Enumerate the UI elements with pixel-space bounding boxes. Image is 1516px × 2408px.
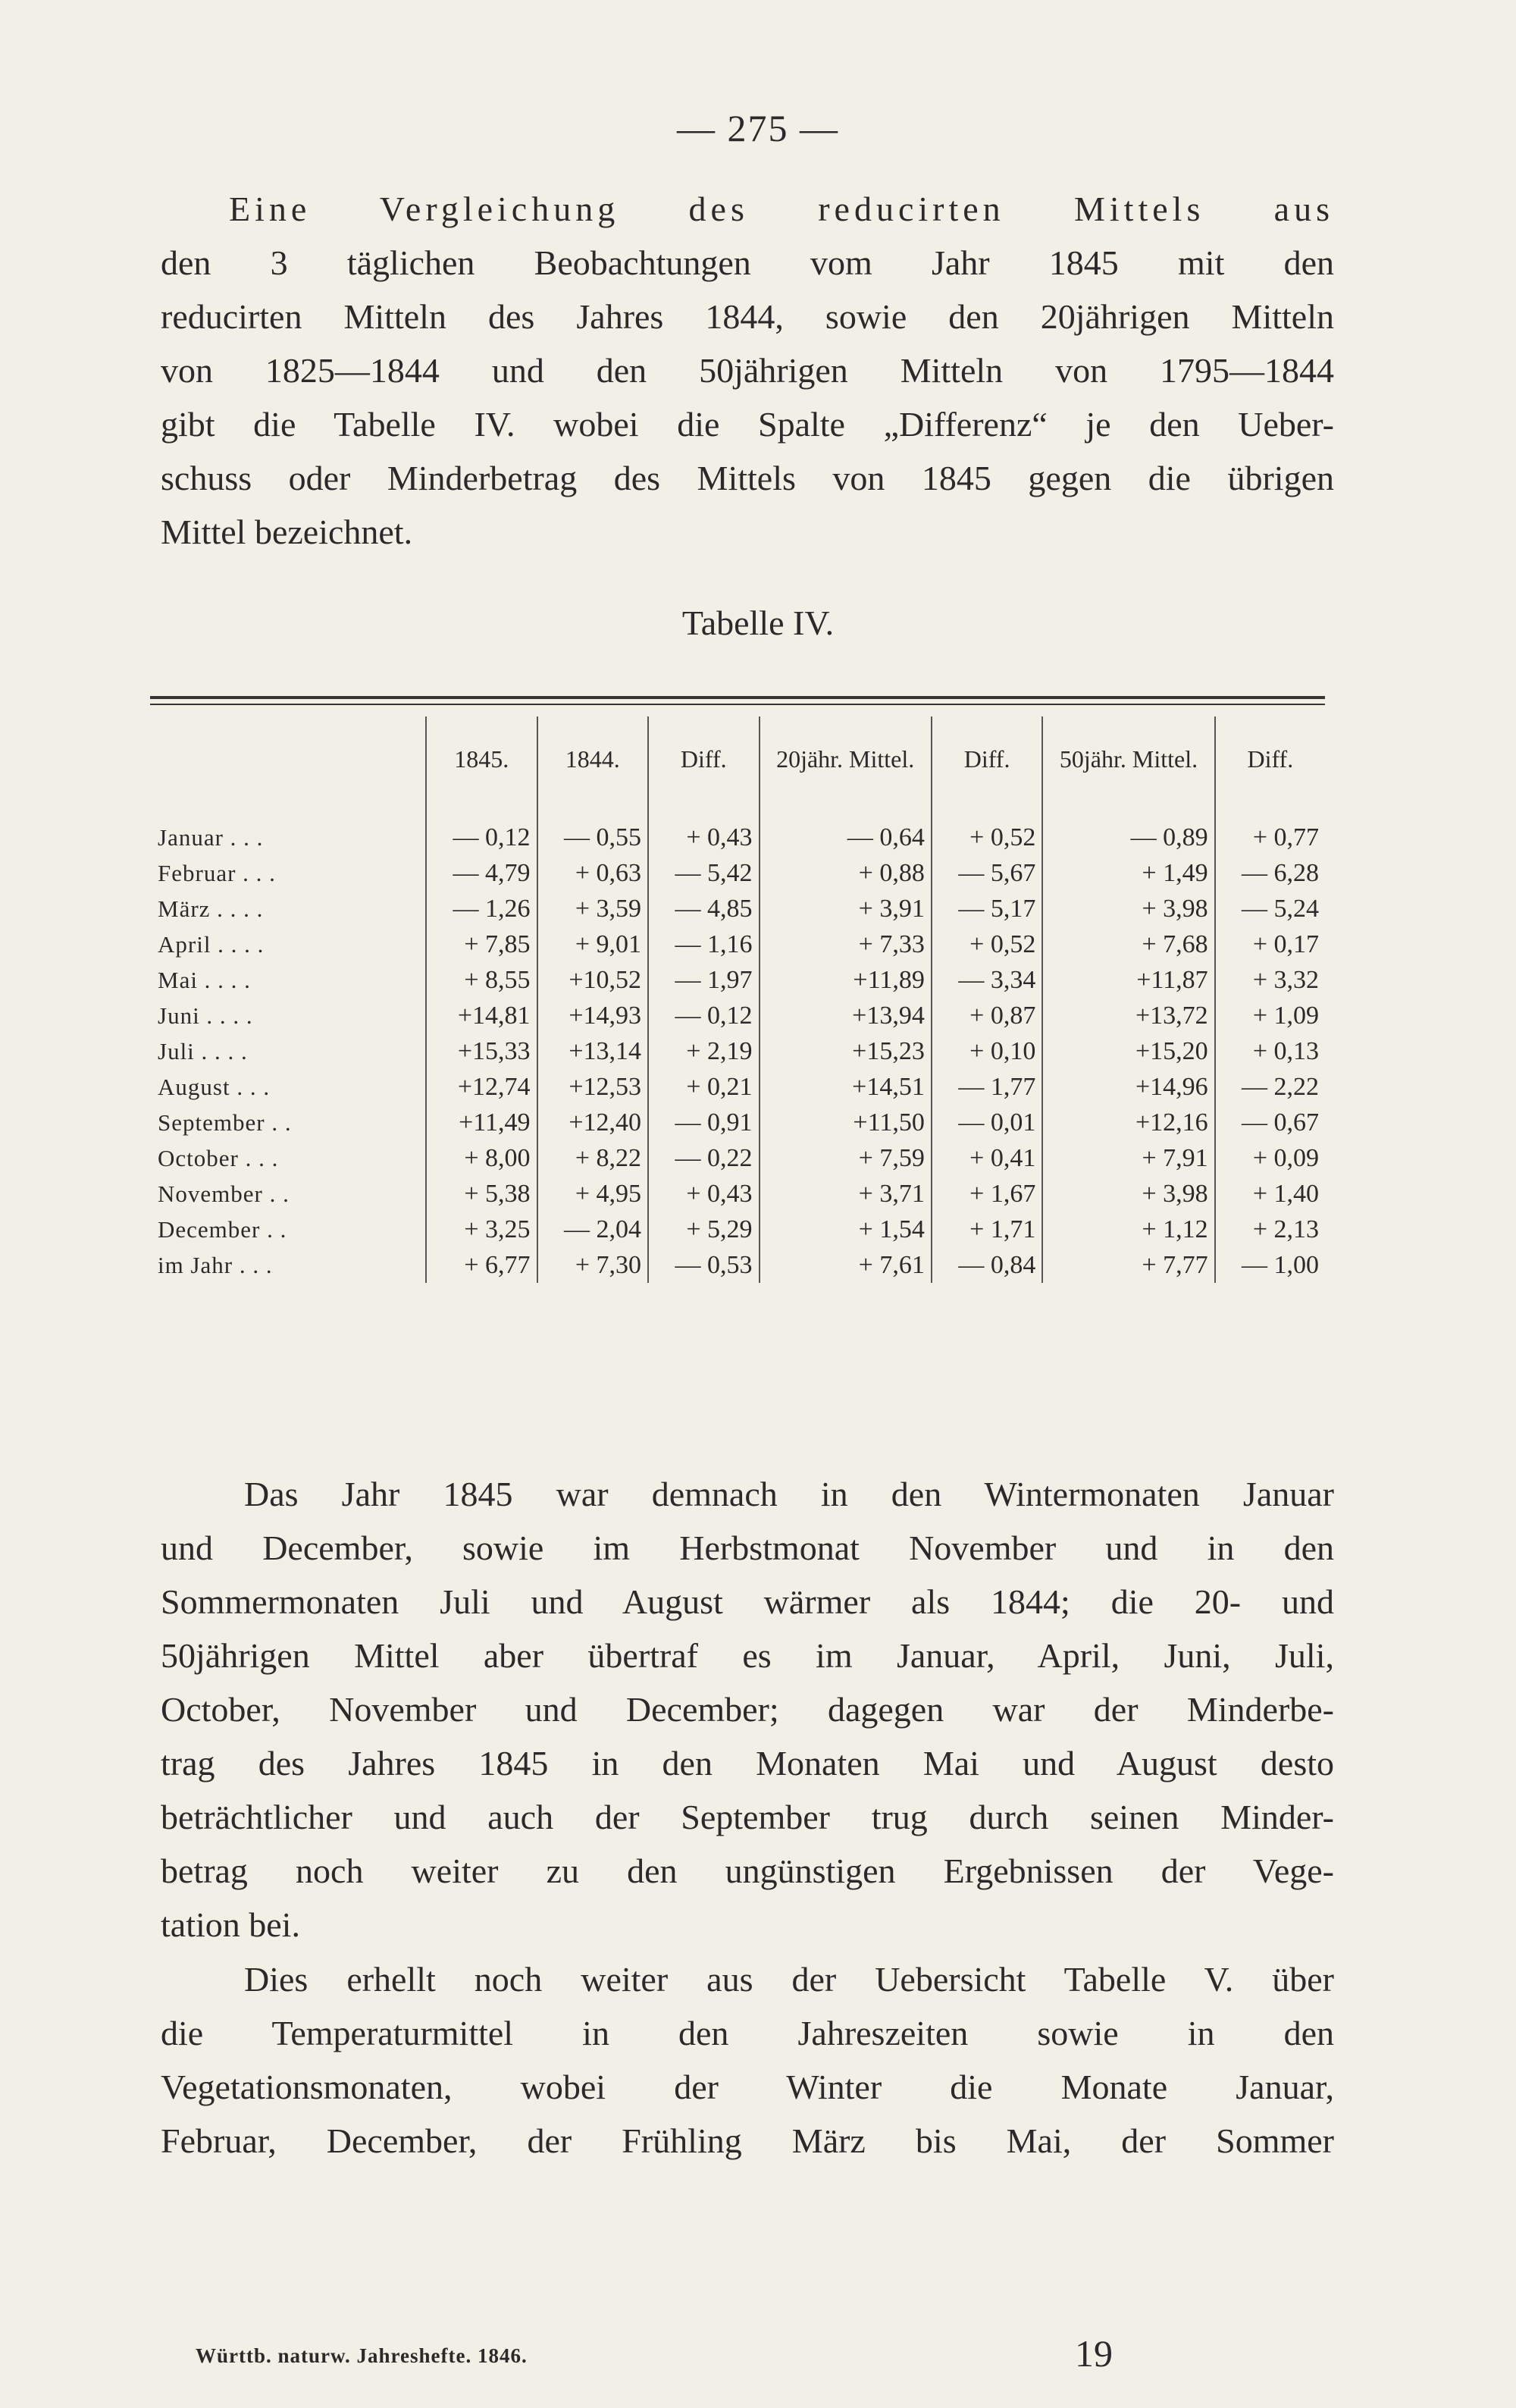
month-label: Juli . . . . bbox=[158, 1037, 248, 1064]
table-cell: + 8,00 bbox=[426, 1140, 537, 1176]
table-header-row bbox=[150, 716, 1325, 801]
table-cell: + 3,91 bbox=[760, 891, 932, 927]
table-cell: + 3,71 bbox=[760, 1176, 932, 1212]
column-header: Diff. bbox=[1215, 716, 1325, 801]
table-cell: — 1,97 bbox=[648, 962, 760, 998]
column-header: 1845. bbox=[426, 716, 537, 801]
text-line: Das Jahr 1845 war demnach in den Wintermonaten Januar bbox=[244, 1475, 1334, 1513]
table-cell: — 2,22 bbox=[1215, 1069, 1325, 1105]
table-cell: +13,94 bbox=[760, 998, 932, 1033]
table-cell: — 3,34 bbox=[932, 962, 1043, 998]
table-cell: + 0,13 bbox=[1215, 1033, 1325, 1069]
text-line: Dies erhellt noch weiter aus der Uebersicht Tabelle V. über bbox=[244, 1960, 1334, 1999]
table-cell: +12,74 bbox=[426, 1069, 537, 1105]
text-line: Vegetationsmonaten, wobei der Winter die Monate Januar, bbox=[161, 2068, 1334, 2106]
table-cell: + 0,09 bbox=[1215, 1140, 1325, 1176]
table-cell: + 3,59 bbox=[537, 891, 649, 927]
column-header: 20jähr. Mittel. bbox=[760, 716, 932, 801]
table-cell: + 0,41 bbox=[932, 1140, 1043, 1176]
table-row bbox=[150, 891, 1325, 927]
month-label: März . . . . bbox=[158, 895, 264, 922]
text-line: den 3 täglichen Beobachtungen vom Jahr 1845 mit den bbox=[161, 243, 1334, 282]
month-label: September . . bbox=[158, 1108, 292, 1136]
column-header: 1844. bbox=[537, 716, 649, 801]
table-cell: + 1,40 bbox=[1215, 1176, 1325, 1212]
table-cell: — 0,67 bbox=[1215, 1105, 1325, 1140]
table-row bbox=[150, 1247, 1325, 1283]
table-cell: + 0,43 bbox=[648, 1176, 760, 1212]
body-paragraph-1 bbox=[161, 1467, 1334, 1952]
table-row bbox=[150, 1105, 1325, 1140]
table-cell: +11,87 bbox=[1042, 962, 1214, 998]
table-cell: — 6,28 bbox=[1215, 855, 1325, 891]
text-line: Februar, December, der Frühling März bis Mai, der Sommer bbox=[161, 2121, 1334, 2160]
table-row bbox=[150, 998, 1325, 1033]
table-cell: + 1,54 bbox=[760, 1212, 932, 1247]
table-cell: + 0,87 bbox=[932, 998, 1043, 1033]
table-cell: + 7,77 bbox=[1042, 1247, 1214, 1283]
month-label: November . . bbox=[158, 1180, 290, 1207]
journal-footer: Württb. naturw. Jahreshefte. 1846. bbox=[196, 2344, 528, 2367]
month-label: Mai . . . . bbox=[158, 966, 251, 993]
table-cell: + 8,55 bbox=[426, 962, 537, 998]
table-row bbox=[150, 1069, 1325, 1105]
text-line: tation bei. bbox=[161, 1905, 300, 1944]
table-cell: + 3,25 bbox=[426, 1212, 537, 1247]
table-cell: + 0,52 bbox=[932, 801, 1043, 855]
table-cell: +12,40 bbox=[537, 1105, 649, 1140]
table-cell: + 0,77 bbox=[1215, 801, 1325, 855]
page-number: — 275 — bbox=[677, 107, 839, 149]
table-top-rule bbox=[150, 696, 1325, 699]
table-cell: — 0,53 bbox=[648, 1247, 760, 1283]
table-cell: + 9,01 bbox=[537, 927, 649, 962]
text-line: die Temperaturmittel in den Jahreszeiten sowie in den bbox=[161, 2014, 1334, 2052]
table-cell: — 1,16 bbox=[648, 927, 760, 962]
table-cell: — 5,17 bbox=[932, 891, 1043, 927]
table-cell: + 7,33 bbox=[760, 927, 932, 962]
table-cell: + 7,61 bbox=[760, 1247, 932, 1283]
table-cell: — 4,79 bbox=[426, 855, 537, 891]
text-line: trag des Jahres 1845 in den Monaten Mai und August desto bbox=[161, 1744, 1334, 1782]
column-header: Diff. bbox=[932, 716, 1043, 801]
text-line: 50jährigen Mittel aber übertraf es im Januar, April, Juni, Juli, bbox=[161, 1636, 1334, 1675]
table-cell: — 4,85 bbox=[648, 891, 760, 927]
table-cell: — 0,64 bbox=[760, 801, 932, 855]
table-cell: + 1,12 bbox=[1042, 1212, 1214, 1247]
table-cell: + 0,52 bbox=[932, 927, 1043, 962]
table-row bbox=[150, 801, 1325, 855]
table-cell: + 0,88 bbox=[760, 855, 932, 891]
month-label: Januar . . . bbox=[158, 823, 264, 851]
table-cell: + 7,68 bbox=[1042, 927, 1214, 962]
table-cell: + 7,59 bbox=[760, 1140, 932, 1176]
table-cell: + 1,09 bbox=[1215, 998, 1325, 1033]
table-cell: +14,93 bbox=[537, 998, 649, 1033]
table-caption: Tabelle IV. bbox=[681, 604, 835, 642]
body-paragraph-2 bbox=[161, 1952, 1334, 2168]
table-cell: — 0,84 bbox=[932, 1247, 1043, 1283]
table-cell: + 3,32 bbox=[1215, 962, 1325, 998]
month-header bbox=[150, 716, 426, 801]
table-cell: +15,20 bbox=[1042, 1033, 1214, 1069]
text-line: Mittel bezeichnet. bbox=[161, 513, 413, 551]
table-cell: +13,14 bbox=[537, 1033, 649, 1069]
table-cell: +11,89 bbox=[760, 962, 932, 998]
table-cell: — 2,04 bbox=[537, 1212, 649, 1247]
table-cell: — 0,89 bbox=[1042, 801, 1214, 855]
table-cell: — 1,00 bbox=[1215, 1247, 1325, 1283]
table-cell: +13,72 bbox=[1042, 998, 1214, 1033]
table-cell: + 3,98 bbox=[1042, 1176, 1214, 1212]
table-cell: + 6,77 bbox=[426, 1247, 537, 1283]
month-label: Februar . . . bbox=[158, 859, 276, 886]
column-header: Diff. bbox=[648, 716, 760, 801]
text-line: schuss oder Minderbetrag des Mittels von 1845 gegen die übrigen bbox=[161, 459, 1334, 497]
table-cell: + 5,38 bbox=[426, 1176, 537, 1212]
text-line: Sommermonaten Juli und August wärmer als 1844; die 20- und bbox=[161, 1582, 1334, 1621]
table-cell: + 0,63 bbox=[537, 855, 649, 891]
table-row bbox=[150, 1212, 1325, 1247]
table-cell: — 0,22 bbox=[648, 1140, 760, 1176]
month-label: Juni . . . . bbox=[158, 1002, 253, 1029]
text-line: und December, sowie im Herbstmonat November und in den bbox=[161, 1529, 1334, 1567]
month-label: im Jahr . . . bbox=[158, 1251, 273, 1278]
table-cell: +14,51 bbox=[760, 1069, 932, 1105]
table-top-rule-thin bbox=[150, 704, 1325, 705]
table-cell: — 0,55 bbox=[537, 801, 649, 855]
intro-paragraph bbox=[161, 182, 1334, 559]
table-row bbox=[150, 1176, 1325, 1212]
table-cell: + 8,22 bbox=[537, 1140, 649, 1176]
table-row bbox=[150, 1140, 1325, 1176]
table-cell: — 0,12 bbox=[648, 998, 760, 1033]
signature-mark: 19 bbox=[1075, 2332, 1113, 2375]
table-cell: — 1,77 bbox=[932, 1069, 1043, 1105]
table-cell: — 5,67 bbox=[932, 855, 1043, 891]
table-cell: + 4,95 bbox=[537, 1176, 649, 1212]
table-cell: — 1,26 bbox=[426, 891, 537, 927]
table-cell: + 1,49 bbox=[1042, 855, 1214, 891]
text-line: von 1825—1844 und den 50jährigen Mitteln von 1795—1844 bbox=[161, 351, 1334, 390]
table-cell: + 7,30 bbox=[537, 1247, 649, 1283]
table-row bbox=[150, 927, 1325, 962]
table-cell: +15,33 bbox=[426, 1033, 537, 1069]
table-cell: — 5,24 bbox=[1215, 891, 1325, 927]
table-cell: +10,52 bbox=[537, 962, 649, 998]
table-cell: +11,50 bbox=[760, 1105, 932, 1140]
table-cell: — 5,42 bbox=[648, 855, 760, 891]
table-cell: +12,53 bbox=[537, 1069, 649, 1105]
table-cell: +11,49 bbox=[426, 1105, 537, 1140]
table-cell: + 1,67 bbox=[932, 1176, 1043, 1212]
table-cell: +15,23 bbox=[760, 1033, 932, 1069]
table-row bbox=[150, 962, 1325, 998]
table-cell: + 1,71 bbox=[932, 1212, 1043, 1247]
table-cell: + 7,91 bbox=[1042, 1140, 1214, 1176]
table-cell: — 0,01 bbox=[932, 1105, 1043, 1140]
table-cell: + 3,98 bbox=[1042, 891, 1214, 927]
table-row bbox=[150, 1033, 1325, 1069]
table-cell: + 0,43 bbox=[648, 801, 760, 855]
table-cell: + 0,17 bbox=[1215, 927, 1325, 962]
month-label: December . . bbox=[158, 1215, 287, 1243]
table-cell: + 0,10 bbox=[932, 1033, 1043, 1069]
table-cell: + 2,19 bbox=[648, 1033, 760, 1069]
table-cell: + 5,29 bbox=[648, 1212, 760, 1247]
table-cell: +12,16 bbox=[1042, 1105, 1214, 1140]
text-line: gibt die Tabelle IV. wobei die Spalte „Differenz“ je den Ueber- bbox=[161, 405, 1334, 444]
table-cell: + 0,21 bbox=[648, 1069, 760, 1105]
table-body bbox=[150, 801, 1325, 1283]
table-cell: — 0,12 bbox=[426, 801, 537, 855]
table-cell: +14,81 bbox=[426, 998, 537, 1033]
text-line: beträchtlicher und auch der September trug durch seinen Minder- bbox=[161, 1798, 1334, 1836]
text-line: reducirten Mitteln des Jahres 1844, sowie den 20jährigen Mitteln bbox=[161, 297, 1334, 336]
table-cell: — 0,91 bbox=[648, 1105, 760, 1140]
month-label: April . . . . bbox=[158, 930, 265, 958]
temperature-table bbox=[150, 716, 1325, 1283]
table-cell: +14,96 bbox=[1042, 1069, 1214, 1105]
month-label: August . . . bbox=[158, 1073, 271, 1100]
column-header: 50jähr. Mittel. bbox=[1042, 716, 1214, 801]
text-line: October, November und December; dagegen war der Minderbe- bbox=[161, 1690, 1334, 1729]
text-line: betrag noch weiter zu den ungünstigen Ergebnissen der Vege- bbox=[161, 1851, 1334, 1890]
month-label: October . . . bbox=[158, 1144, 279, 1171]
table-cell: + 7,85 bbox=[426, 927, 537, 962]
text-line: Eine Vergleichung des reducirten Mittels aus bbox=[229, 190, 1334, 228]
table-cell: + 2,13 bbox=[1215, 1212, 1325, 1247]
table-row bbox=[150, 855, 1325, 891]
